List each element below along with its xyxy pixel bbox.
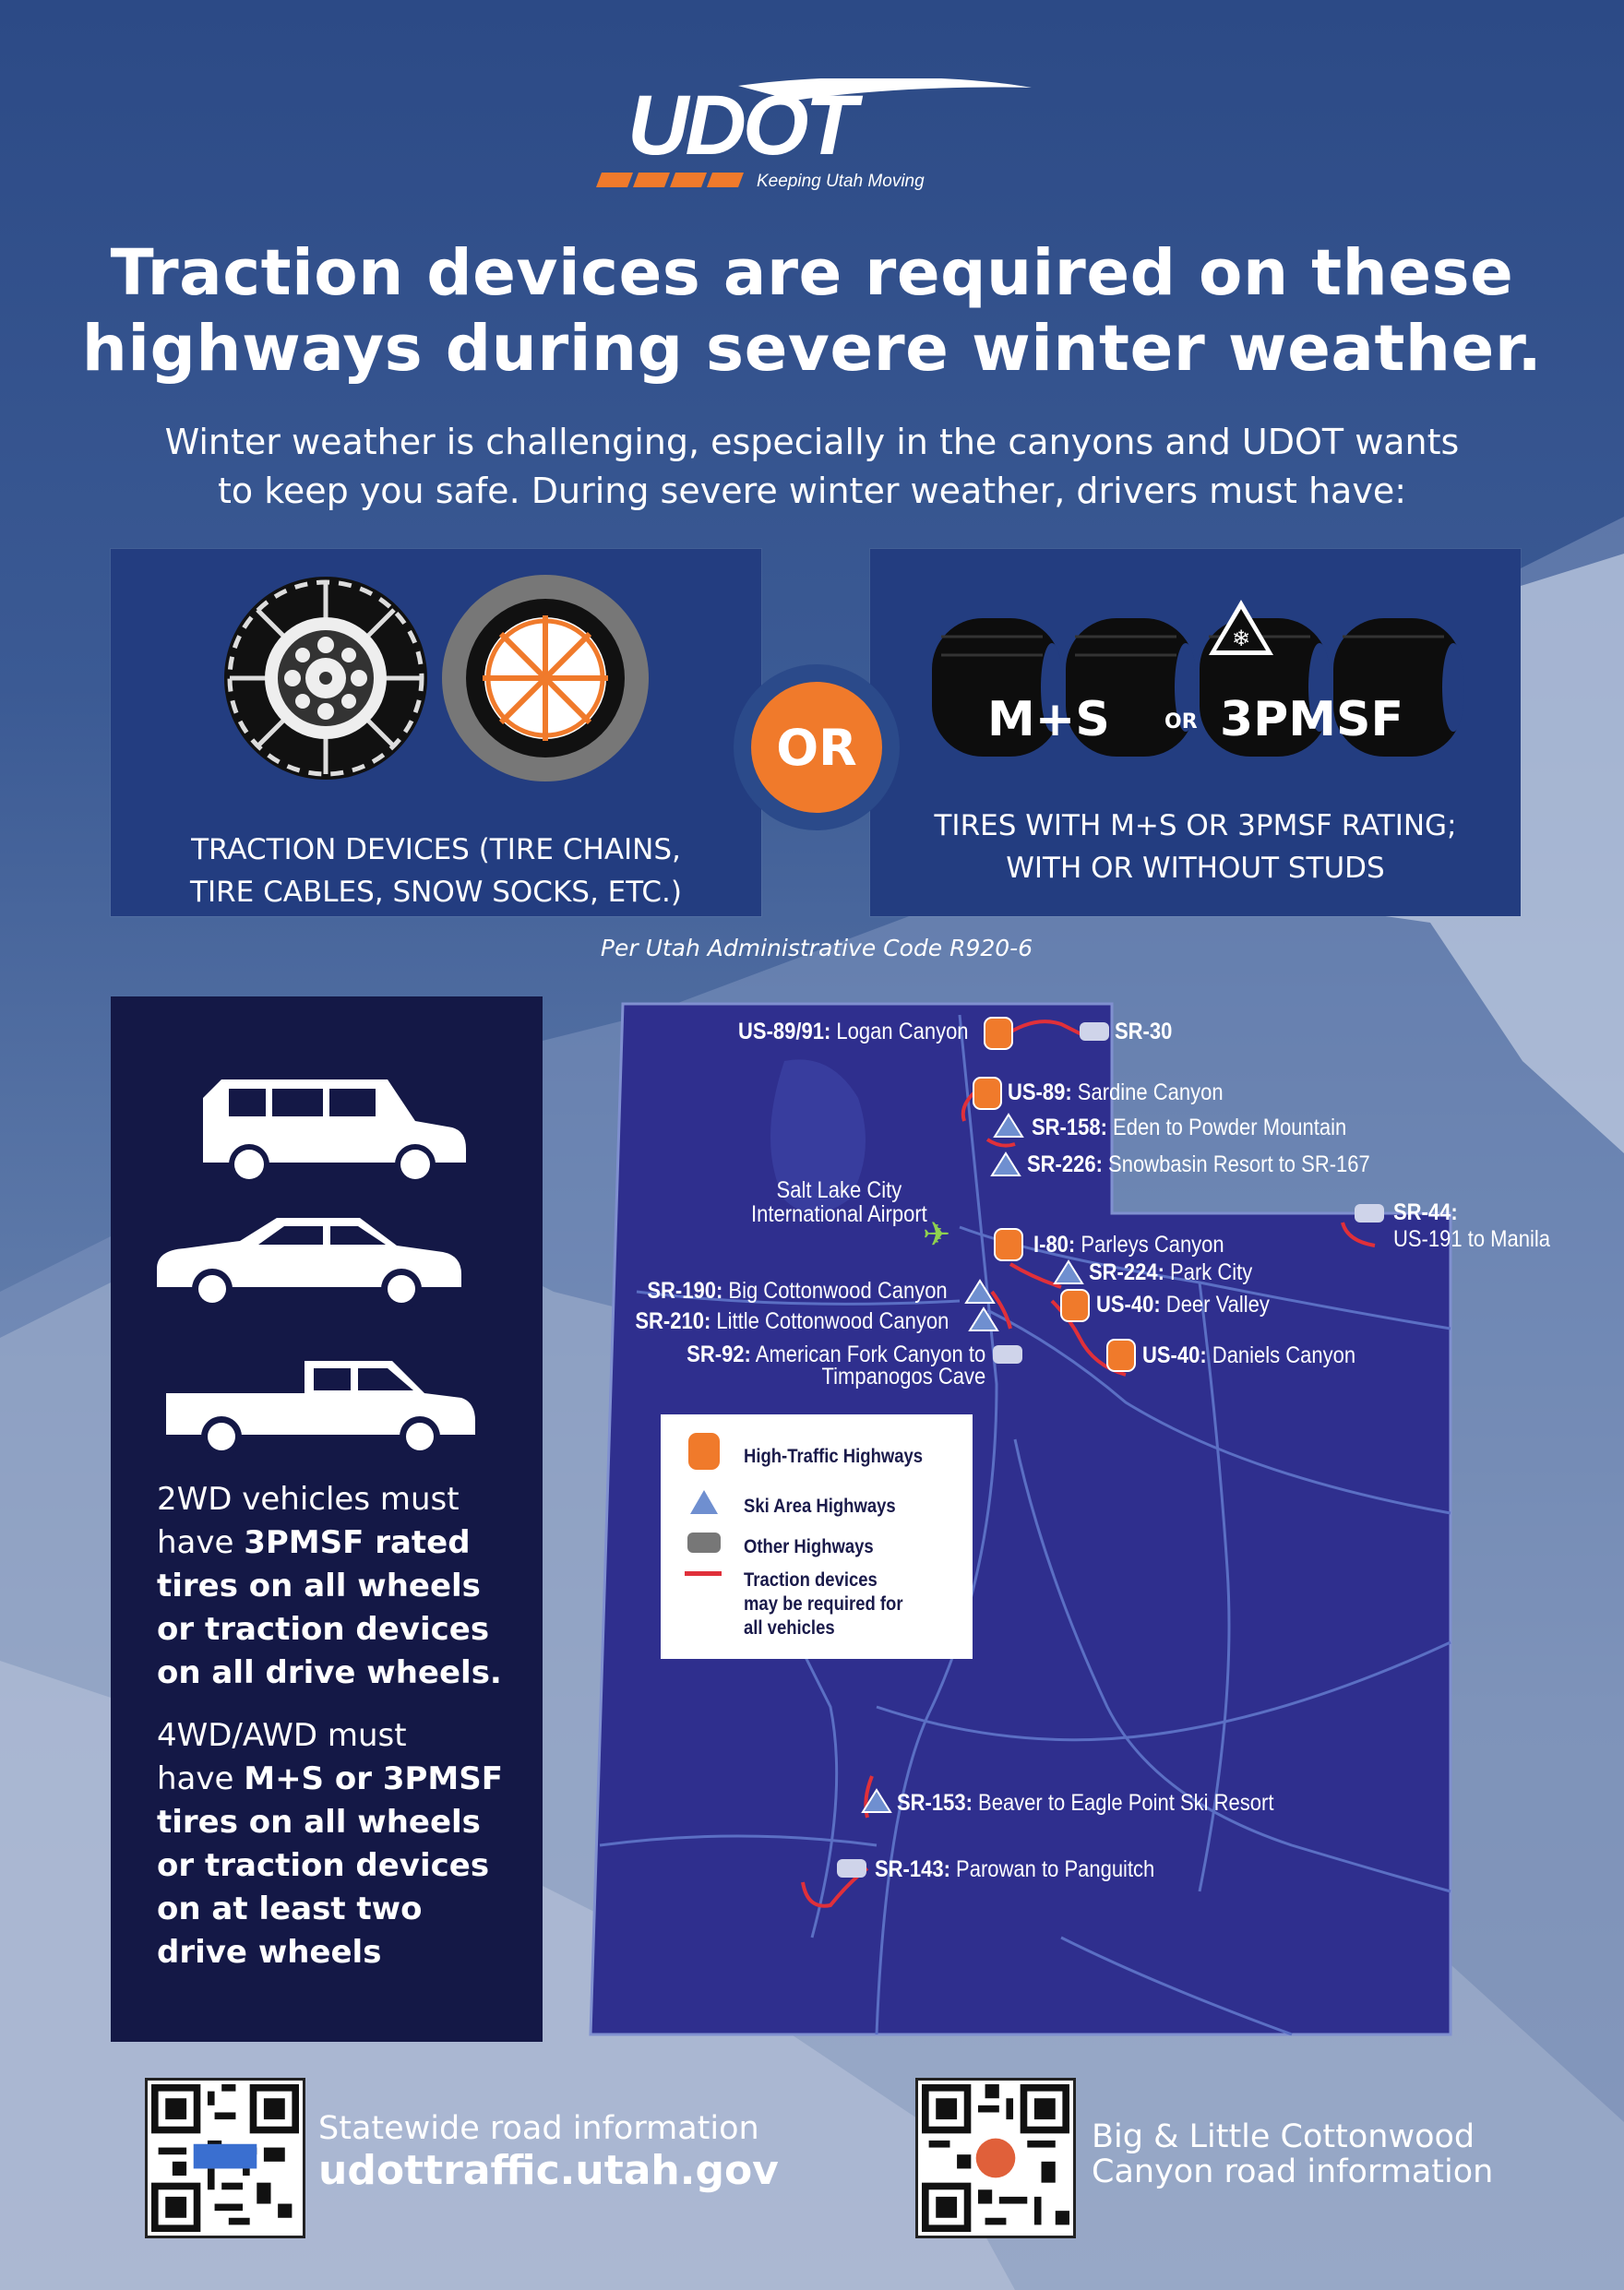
4wd-line-5: on at least two: [157, 1890, 423, 1927]
car-sr143-icon: [837, 1859, 866, 1878]
airport-label: Salt Lake City International Airport: [751, 1177, 927, 1227]
car-sr30-icon: [1080, 1022, 1109, 1041]
statewide-qr-code[interactable]: [148, 2081, 303, 2236]
cottonwood-info-label: [1092, 2119, 1493, 2189]
3pmsf-rating-label: 3PMSF: [1220, 692, 1404, 747]
logo-wordmark: UDOT: [627, 78, 854, 173]
4wd-line-3: tires on all wheels: [157, 1804, 481, 1841]
route-label-sr210: SR-210: Little Cottonwood Canyon: [635, 1308, 949, 1334]
route-label-sr30: SR-30: [1115, 1019, 1173, 1044]
route-label-sr143: SR-143: Parowan to Panguitch: [875, 1856, 1155, 1882]
route-label-sr190: SR-190: Big Cottonwood Canyon: [647, 1278, 948, 1304]
route-label-sr224: SR-224: Park City: [1089, 1259, 1253, 1285]
legend-ski-area: Ski Area Highways: [744, 1496, 896, 1517]
code-note: Per Utah Administrative Code R920-6: [600, 935, 1033, 961]
cottonwood-qr-code[interactable]: [918, 2081, 1073, 2236]
2wd-line-2a: have: [157, 1524, 245, 1561]
2wd-line-4: or traction devices: [157, 1611, 490, 1648]
legend-car-icon: [687, 1533, 721, 1553]
4wd-line-2a: have: [157, 1760, 245, 1797]
traction-caption-line-2: TIRE CABLES, SNOW SOCKS, ETC.): [190, 876, 682, 909]
ms-rating-label: M+S: [987, 692, 1110, 747]
route-label-sr44: SR-44: US-191 to Manila: [1393, 1199, 1550, 1252]
legend-other-highways: Other Highways: [744, 1536, 874, 1557]
tires-caption-line-2: WITH OR WITHOUT STUDS: [1006, 852, 1385, 885]
logo-tagline: Keeping Utah Moving: [757, 172, 925, 191]
route-label-sr158: SR-158: Eden to Powder Mountain: [1032, 1115, 1347, 1140]
4wd-line-6: drive wheels: [157, 1934, 382, 1971]
shield-us40-daniels-icon: [1107, 1340, 1135, 1371]
tires-caption-line-1: TIRES WITH M+S OR 3PMSF RATING;: [934, 809, 1457, 842]
headline-line-1: Traction devices are required on these: [110, 236, 1514, 310]
route-label-sr92: SR-92: American Fork Canyon to Timpanogos Cave: [686, 1342, 985, 1390]
headline-line-2: highways during severe winter weather.: [81, 312, 1543, 386]
cottonwood-info-line-1: Big & Little Cottonwood: [1092, 2118, 1475, 2155]
route-label-i80: I-80: Parleys Canyon: [1033, 1232, 1224, 1258]
route-label-us40-deer-valley: US-40: Deer Valley: [1096, 1292, 1270, 1318]
route-label-us40-daniels: US-40: Daniels Canyon: [1142, 1342, 1356, 1368]
traction-caption-line-1: TRACTION DEVICES (TIRE CHAINS,: [191, 833, 681, 866]
shield-us89-91-icon: [985, 1018, 1012, 1049]
map-legend: [661, 1414, 973, 1659]
2wd-line-3: tires on all wheels: [157, 1568, 481, 1604]
shield-us40-deer-valley-icon: [1061, 1290, 1089, 1321]
or-label: OR: [751, 682, 882, 813]
4wd-line-4: or traction devices: [157, 1847, 490, 1884]
intro-line-1: Winter weather is challenging, especially in the canyons and UDOT wants: [164, 422, 1460, 462]
4wd-line-2b: M+S or 3PMSF: [244, 1760, 503, 1797]
legend-traction: Traction devices may be required for all vehicles: [744, 1569, 903, 1639]
statewide-info-label: Statewide road information: [318, 2110, 759, 2147]
car-sr92-icon: [993, 1345, 1022, 1364]
2wd-line-1: 2WD vehicles must: [157, 1481, 460, 1518]
cottonwood-info-line-2: Canyon road information: [1092, 2153, 1494, 2190]
4wd-line-1: 4WD/AWD must: [157, 1717, 407, 1754]
route-label-sr226: SR-226: Snowbasin Resort to SR-167: [1027, 1151, 1370, 1177]
legend-shield-icon: [688, 1433, 720, 1470]
route-label-us89: US-89: Sardine Canyon: [1008, 1079, 1224, 1105]
svg-text:❄: ❄: [1231, 626, 1251, 651]
udottraffic-link[interactable]: udottraffic.utah.gov: [318, 2147, 779, 2194]
legend-high-traffic: High-Traffic Highways: [744, 1446, 924, 1467]
legend-ski-icon: [690, 1490, 718, 1514]
intro-line-2: to keep you safe. During severe winter weather, drivers must have:: [217, 471, 1406, 511]
legend-traction-line-icon: [685, 1571, 722, 1576]
2wd-line-5: on all drive wheels.: [157, 1654, 502, 1691]
shield-i80-icon: [995, 1229, 1022, 1260]
car-sr44-icon: [1355, 1204, 1384, 1223]
legend-icons: [679, 1433, 734, 1645]
shield-us89-icon: [973, 1078, 1001, 1109]
route-label-us89-91: US-89/91: Logan Canyon: [738, 1019, 969, 1044]
route-label-sr153: SR-153: Beaver to Eagle Point Ski Resort: [897, 1790, 1274, 1816]
2wd-line-2b: 3PMSF rated: [244, 1524, 471, 1561]
or-small-label: OR: [1164, 710, 1198, 734]
svg-text:✈: ✈: [923, 1216, 951, 1254]
